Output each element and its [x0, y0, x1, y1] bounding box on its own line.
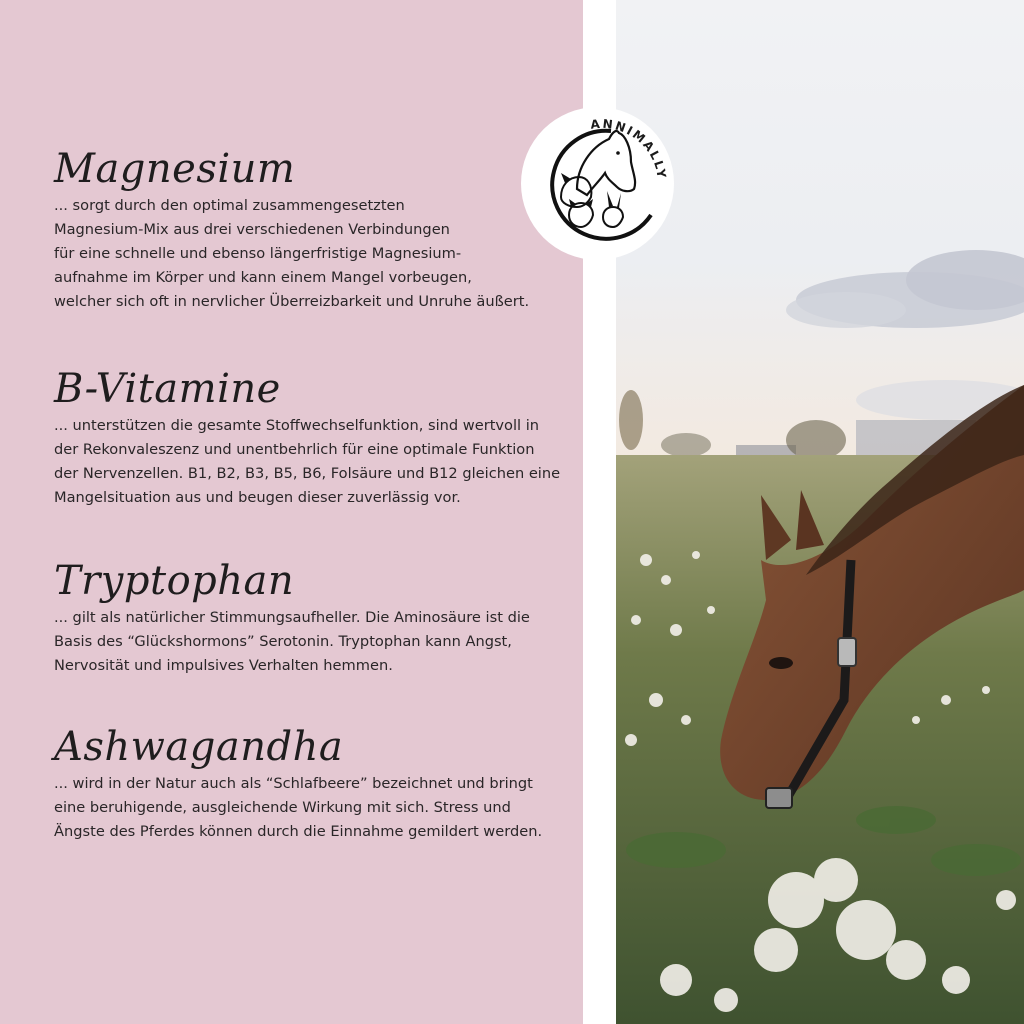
section-magnesium: [54, 146, 574, 314]
horse-photo: [616, 0, 1024, 1024]
section-text: ... unterstützen die gesamte Stoffwechselfunktion, sind wertvoll in der Rekonvaleszenz und unentbehrlich für eine optimale Funktion der Nervenzellen. B1, B2, B3, B5, B6, Folsäure und B12 gleichen eine Mangelsituation aus und beugen dieser zuverlässig vor.: [54, 417, 561, 506]
section-heading: Magnesium: [54, 146, 296, 192]
section-b-vitamine: [54, 366, 574, 510]
section-heading: Tryptophan: [54, 558, 295, 604]
section-ashwagandha: [54, 724, 574, 844]
section-tryptophan: [54, 558, 574, 678]
brand-name: ANNIMALLY: [589, 116, 669, 181]
section-text: ... gilt als natürlicher Stimmungsaufheller. Die Aminosäure ist die Basis des “Glückshormons” Serotonin. Tryptophan kann Angst, Nervosität und impulsives Verhalten hemmen.: [54, 609, 530, 674]
section-text: ... wird in der Natur auch als “Schlafbeere” bezeichnet und bringt eine beruhigende, ausgleichende Wirkung mit sich. Stress und Ängste des Pferdes können durch die Einnahme gemildert werden.: [54, 775, 543, 840]
brand-logo: [521, 107, 674, 260]
section-text: ... sorgt durch den optimal zusammengesetzten Magnesium-Mix aus drei verschiedenen Verbindungen für eine schnelle und ebenso längerfristige Magnesium- aufnahme im Körper und kann einem Mangel vorbeugen, welcher sich oft in nervlicher Überreizbarkeit und Unruhe äußert.: [54, 197, 530, 310]
section-heading: B-Vitamine: [54, 366, 281, 412]
horse-meadow-image: [616, 0, 1024, 1024]
section-heading: Ashwagandha: [54, 724, 344, 770]
annimally-logo-icon: [521, 107, 674, 260]
